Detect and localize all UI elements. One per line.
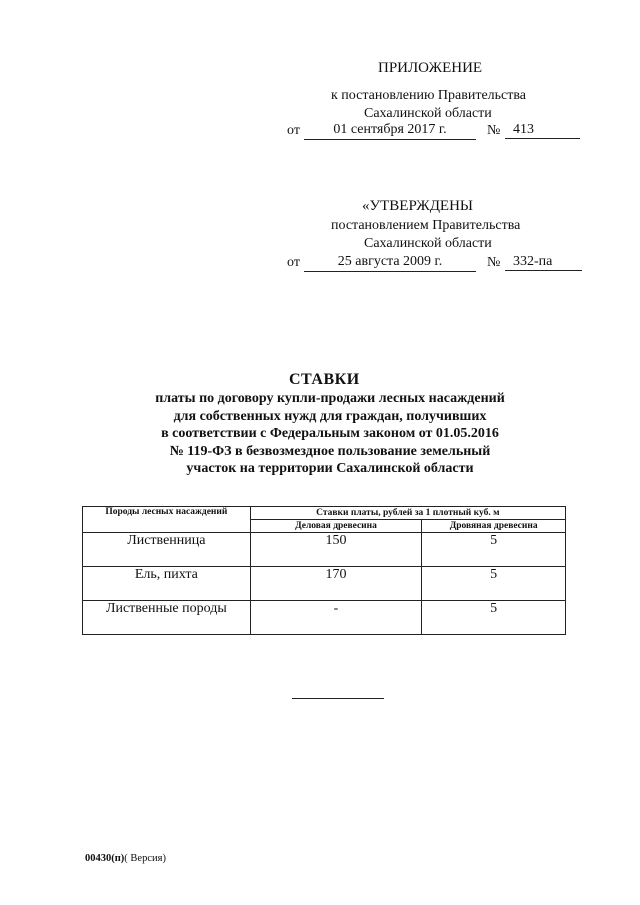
document-title: СТАВКИ bbox=[289, 371, 360, 388]
table-row bbox=[83, 567, 566, 601]
approved-number-label: № bbox=[487, 255, 501, 270]
footer-code: 00430(п) bbox=[85, 853, 125, 864]
header-rates: Ставки платы, рублей за 1 плотный куб. м bbox=[250, 507, 565, 520]
firewood-rate-cell: 5 bbox=[422, 567, 566, 601]
approved-line-2: Сахалинской области bbox=[364, 236, 492, 251]
subtitle-line-3: в соответствии с Федеральным законом от 01.05.2016 bbox=[161, 426, 499, 441]
subtitle-line-5: участок на территории Сахалинской области bbox=[186, 461, 474, 476]
closing-line bbox=[292, 698, 384, 699]
footer-version: ( Версия) bbox=[124, 853, 166, 864]
appendix-line-2: Сахалинской области bbox=[364, 106, 492, 121]
table-row bbox=[83, 601, 566, 635]
rates-table bbox=[82, 506, 566, 635]
appendix-number-label: № bbox=[487, 123, 501, 138]
appendix-date: 01 сентября 2017 г. bbox=[304, 122, 476, 140]
species-cell: Лиственные породы bbox=[83, 601, 251, 635]
appendix-title: ПРИЛОЖЕНИЕ bbox=[378, 60, 483, 76]
business-rate-cell: 170 bbox=[250, 567, 422, 601]
footer bbox=[85, 853, 166, 864]
business-rate-cell: - bbox=[250, 601, 422, 635]
species-cell: Лиственница bbox=[83, 533, 251, 567]
appendix-line-1: к постановлению Правительства bbox=[331, 88, 527, 103]
subtitle-line-4: № 119-ФЗ в безвозмездное пользование земельный bbox=[169, 443, 491, 459]
header-species: Породы лесных насаждений bbox=[83, 507, 251, 533]
approved-title: «УТВЕРЖДЕНЫ bbox=[362, 198, 474, 214]
header-firewood: Дровяная древесина bbox=[422, 520, 566, 533]
approved-line-1: постановлением Правительства bbox=[331, 218, 521, 233]
business-rate-cell: 150 bbox=[250, 533, 422, 567]
header-business-wood: Деловая древесина bbox=[250, 520, 422, 533]
approved-date: 25 августа 2009 г. bbox=[304, 254, 476, 272]
table-row bbox=[83, 533, 566, 567]
appendix-from-label: от bbox=[287, 123, 300, 138]
document-subtitle bbox=[100, 390, 560, 478]
firewood-rate-cell: 5 bbox=[422, 601, 566, 635]
appendix-number: 413 bbox=[505, 122, 580, 139]
species-cell: Ель, пихта bbox=[83, 567, 251, 601]
subtitle-line-1: платы по договору купли-продажи лесных насаждений bbox=[155, 391, 505, 406]
approved-from-label: от bbox=[287, 255, 300, 270]
subtitle-line-2: для собственных нужд для граждан, получивших bbox=[173, 408, 487, 424]
approved-number: 332-па bbox=[505, 254, 582, 271]
firewood-rate-cell: 5 bbox=[422, 533, 566, 567]
